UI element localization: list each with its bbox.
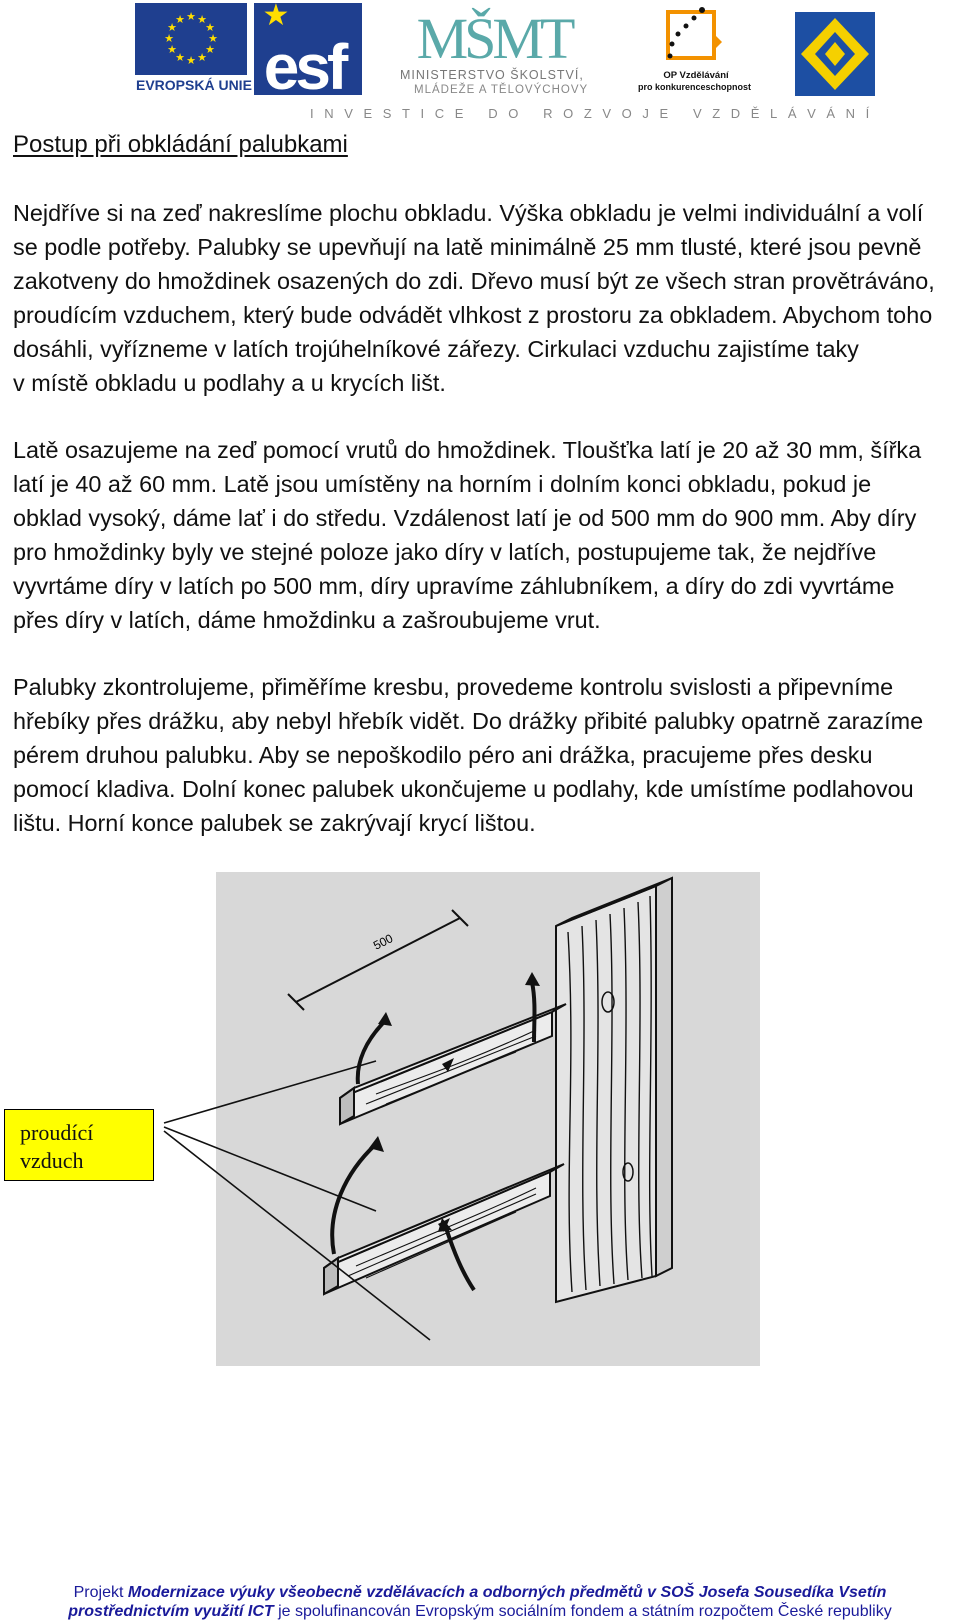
footer-l1-b: Modernizace výuky všeobecně vzdělávacích a odborných předmětů v SOŠ Josefa Sousedíka Vsetín: [127, 1584, 887, 1601]
callout-line2: vzduch: [20, 1148, 84, 1173]
msmt-logo-text: MŠMT: [416, 6, 572, 68]
header-tagline: INVESTICE DO ROZVOJE VZDĚLÁVÁNÍ: [310, 106, 880, 121]
text-line: Latě osazujeme na zeď pomocí vrutů do hmoždinek. Tloušťka latí je 20 až 30 mm, šířka: [13, 437, 922, 463]
airflow-callout: [4, 1109, 154, 1181]
paragraph-2: [13, 433, 953, 637]
svg-text:★: ★: [197, 13, 207, 26]
dimension-label: 500: [371, 931, 396, 953]
svg-text:★: ★: [175, 51, 185, 64]
text-line: Nejdříve si na zeď nakreslíme plochu obkladu. Výška obkladu je velmi individuální a volí: [13, 200, 924, 226]
footer-l1-a: Projekt: [73, 1584, 128, 1601]
page-title: Postup při obkládání palubkami: [13, 131, 348, 158]
svg-text:★: ★: [164, 32, 174, 45]
op-line2: pro konkurenceschopnost: [638, 82, 752, 92]
esf-flag-icon: [254, 3, 362, 95]
text-line: obklad vysoký, dáme lať i do středu. Vzdálenost latí je od 500 mm do 900 mm. Aby díry: [13, 505, 917, 531]
eu-caption: EVROPSKÁ UNIE: [136, 77, 252, 93]
svg-text:★: ★: [175, 13, 185, 26]
text-line: hřebíky přes drážku, aby nebyl hřebík vidět. Do drážky přibité palubky opatrně zarazíme: [13, 708, 924, 734]
footer-l2-a: prostřednictvím využití ICT: [68, 1603, 274, 1620]
esf-logo-text: esf: [263, 31, 345, 95]
svg-text:★: ★: [205, 21, 215, 34]
esf-logo: [254, 3, 362, 95]
svg-text:★: ★: [197, 51, 207, 64]
text-line: zakotveny do hmoždinek osazených do zdi. Dřevo musí být ze všech stran provětráváno,: [13, 268, 935, 294]
svg-text:★: ★: [208, 32, 218, 45]
msmt-line1: MINISTERSTVO ŠKOLSTVÍ,: [400, 68, 584, 82]
text-line: dosáhli, vyřízneme v latích trojúhelníkové zářezy. Cirkulaci vzduchu zajistíme taky: [13, 336, 859, 362]
text-line: pérem druhou palubku. Aby se nepoškodilo péro ani drážka, pracujeme přes desku: [13, 742, 873, 768]
wood-board: [556, 878, 672, 1302]
text-line: se podle potřeby. Palubky se upevňují na latě minimálně 25 mm tlusté, které jsou pevně: [13, 234, 922, 260]
eu-logo: [135, 3, 252, 95]
batten-drawing: [216, 872, 760, 1366]
op-line1: OP Vzdělávání: [663, 70, 729, 81]
footer-line1: [0, 1583, 960, 1603]
text-line: latí je 40 až 60 mm. Latě jsou umístěny na horním i dolním konci obkladu, pokud je: [13, 471, 872, 497]
msmt-emblem-icon: [398, 2, 596, 68]
text-line: Palubky zkontrolujeme, přiměříme kresbu, provedeme kontrolu svislosti a připevníme: [13, 674, 894, 700]
footer-line2: [0, 1602, 960, 1622]
paragraph-1: [13, 196, 953, 400]
text-line: přes díry v latích, dáme hmoždinku a zašroubujeme vrut.: [13, 607, 601, 633]
text-line: proudícím vzduchem, který bude odvádět vlhkost z prostoru za obkladem. Abychom toho: [13, 302, 933, 328]
op-arrow-square-icon: [632, 4, 764, 70]
diamond-emblem-icon: [795, 12, 875, 96]
svg-text:★: ★: [262, 3, 290, 33]
svg-text:★: ★: [167, 21, 177, 34]
paneling-illustration: [216, 872, 760, 1366]
callout-line1: proudící: [20, 1120, 94, 1145]
text-line: v místě obkladu u podlahy a u krycích lišt.: [13, 370, 446, 396]
svg-text:★: ★: [186, 10, 196, 23]
paragraph-3: [13, 670, 953, 840]
text-line: pomocí kladiva. Dolní konec palubek ukončujeme u podlahy, kde umístíme podlahovou: [13, 776, 914, 802]
text-line: lištu. Horní konce palubek se zakrývají krycí lištou.: [13, 810, 536, 836]
text-line: pro hmoždinky byly ve stejné poloze jako díry v latích, postupujeme tak, že nejdříve: [13, 539, 877, 565]
svg-text:★: ★: [167, 43, 177, 56]
footer-l2-b: je spolufinancován Evropským sociálním fondem a státním rozpočtem České republiky: [273, 1603, 892, 1620]
svg-text:★: ★: [205, 43, 215, 56]
text-line: vyvrtáme díry v latích po 500 mm, díry upravíme záhlubníkem, a díry do zdi vyvrtáme: [13, 573, 895, 599]
msmt-line2: MLÁDEŽE A TĚLOVÝCHOVY: [414, 84, 589, 96]
diamond-logo: [795, 12, 875, 96]
svg-text:★: ★: [186, 54, 196, 67]
